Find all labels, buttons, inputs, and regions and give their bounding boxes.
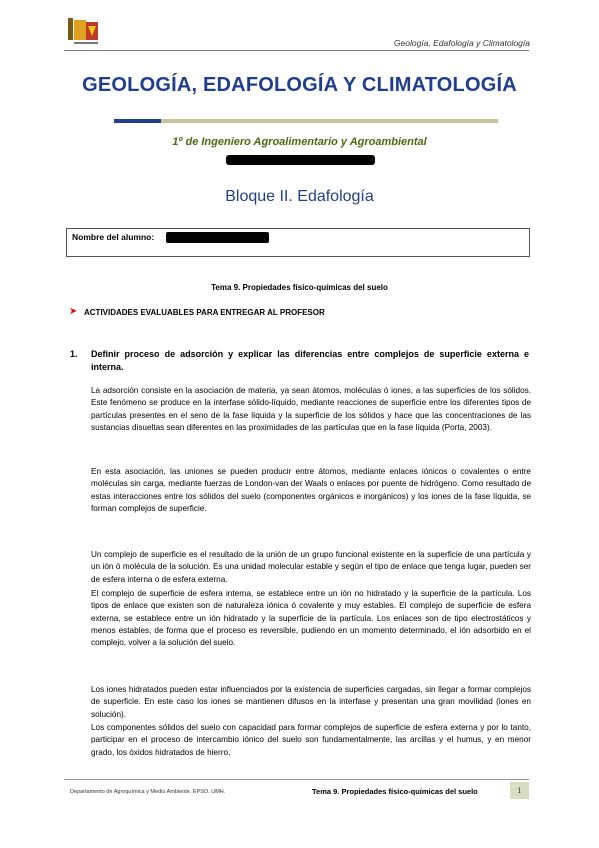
arrow-right-icon: ➤ (69, 306, 78, 317)
redaction-bar (226, 155, 375, 165)
paragraph-text: En esta asociación, las uniones se pueden producir entre átomos, mediante enlaces iónicos o covalentes o entre moléculas sin carga, mediante fuerzas de London-van der Waals o enlaces por puente de hidrógeno. Como resultado de estas interacciones entre los sólidos del suelo (componentes orgánicos e inorgánicos) y los iones de la fase líquida, se forman complejos de superficie. (91, 467, 531, 513)
paragraph-2 (91, 466, 531, 515)
paragraph-text: Los iones hidratados pueden estar influenciados por la existencia de superficies cargadas, sin llegar a formar complejos de superficie. En este caso los iones se mantienen difusos en la interfase y presentan una gran movilidad (iones en solución). (91, 685, 531, 719)
title-rule-tan (161, 119, 498, 123)
paragraph-text: Un complejo de superficie es el resultado de la unión de un grupo funcional existente en la superficie de una partícula y un ión ó molécula de la solución. Es una unidad molecular estable y según el tipo de enlace que tenga lugar, pueden ser de esfera interna o de esfera externa. (91, 550, 531, 584)
page-number: 1 (510, 782, 529, 799)
block-heading: Bloque II. Edafología (225, 188, 374, 205)
question-text: Definir proceso de adsorción y explicar las diferencias entre complejos de superficie externa e interna. (91, 349, 529, 372)
paragraph-text: La adsorción consiste en la asociación de materia, ya sean átomos, moléculas ó iones, a las superficies de los sólidos. Este fenómeno se produce en la interfase sólido-líquido, mediante reacciones de superficie entre los diferentes tipos de partículas presentes en el seno de la fase líquida y la superficie de los sólidos y hace que las concentraciones de las sustancias disueltas sean diferentes en las proximidades de las partículas que en la fase líquida (Porta, 2003). (91, 386, 531, 432)
university-logo (68, 18, 102, 48)
topic-heading: Tema 9. Propiedades físico-químicas del suelo (211, 283, 388, 292)
paragraph-4 (91, 588, 531, 649)
question-number: 1. (70, 349, 78, 359)
activities-heading: ACTIVIDADES EVALUABLES PARA ENTREGAR AL PROFESOR (84, 308, 325, 317)
paragraph-1 (91, 385, 531, 434)
course-subtitle: 1º de Ingeniero Agroalimentario y Agroambiental (172, 136, 427, 148)
paragraph-6 (91, 722, 531, 759)
footer-divider (64, 779, 529, 780)
title-rule-blue (114, 119, 161, 123)
page-title: GEOLOGÍA, EDAFOLOGÍA Y CLIMATOLOGÍA (82, 74, 517, 96)
paragraph-text: Los componentes sólidos del suelo con capacidad para formar complejos de superficie de esfera externa y por lo tanto, participar en el proceso de intercambio iónico del suelo son fundamentalmente, las arcillas y el humus, y en menor grado, los óxidos hidratados de hierro, (91, 723, 531, 757)
paragraph-text: El complejo de superficie de esfera interna, se establece entre un ión no hidratado y la superficie de la partícula. Los tipos de enlace que existen son de naturaleza iónica ó covalente y muy estables. El complejo de superficie de esfera externa, se establece entre un ión hidratado y la superficie de la partícula. Los enlaces son de tipo electrostáticos y menos estables, de forma que el proceso es reversible, pudiendo en un momento determinado, el ión adsorbido en el complejo, volver a la solución del suelo. (91, 589, 531, 648)
header-divider (64, 50, 529, 51)
paragraph-3 (91, 549, 531, 586)
footer-topic: Tema 9. Propiedades físico-químicas del suelo (312, 787, 478, 796)
footer-department: Departamento de Agroquímica y Medio Ambiente. EPSO. UMH. (70, 789, 226, 795)
header-course-title: Geología, Edafología y Climatología (393, 38, 530, 48)
student-name-label: Nombre del alumno: (72, 232, 155, 242)
student-name-redaction (166, 232, 269, 243)
paragraph-5 (91, 684, 531, 721)
